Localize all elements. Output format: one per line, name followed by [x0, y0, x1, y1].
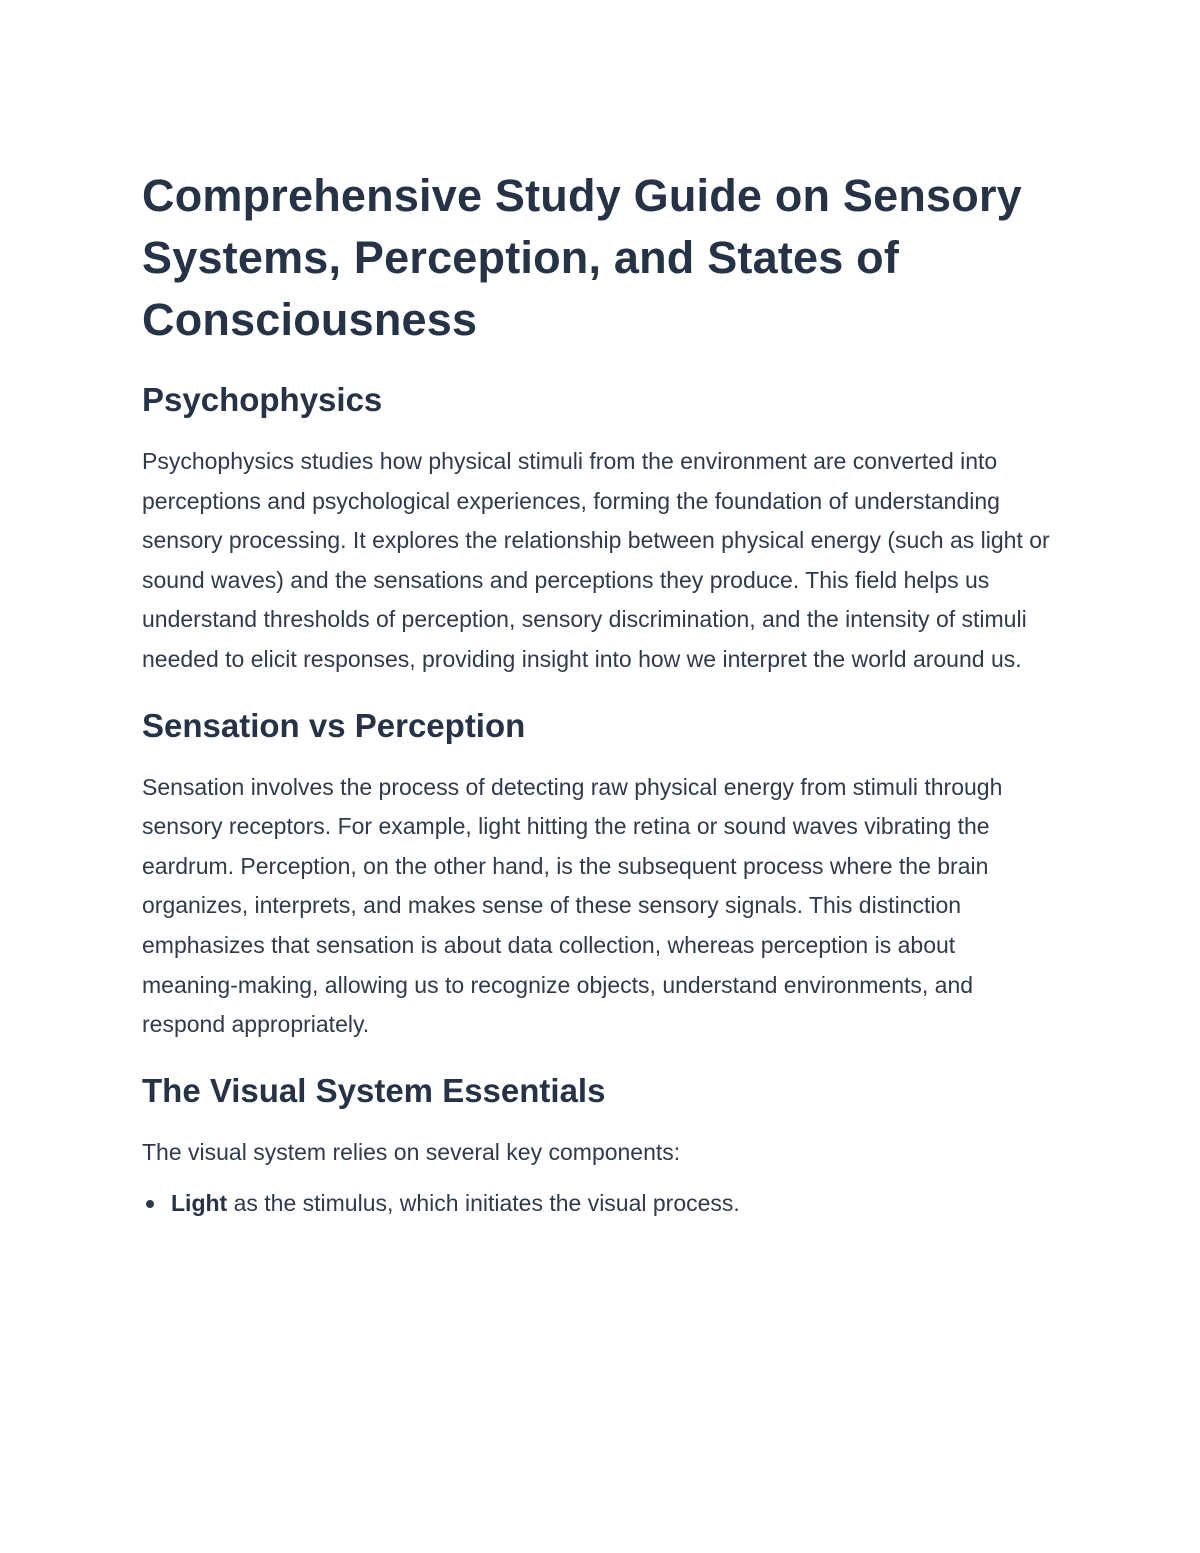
- list-item-bold-term: Light: [171, 1190, 228, 1217]
- list-item: [142, 1184, 1057, 1224]
- section-paragraph: Sensation involves the process of detecting raw physical energy from stimuli through sensory receptors. For example, light hitting the retina or sound waves vibrating the eardrum. Perception, on the other hand, is the subsequent process where the brain organizes, interprets, and makes sense of these sensory signals. This distinction emphasizes that sensation is about data collection, whereas perception is about meaning-making, allowing us to recognize objects, understand environments, and respond appropriately.: [142, 773, 1003, 1038]
- section-visual-system-essentials: [142, 1069, 1057, 1224]
- section-paragraph: Psychophysics studies how physical stimuli from the environment are converted into perceptions and psychological experiences, forming the foundation of understanding sensory processing. It explores the relationship between physical energy (such as light or sound waves) and the sensations and perceptions they produce. This field helps us understand thresholds of perception, sensory discrimination, and the intensity of stimuli needed to elicit responses, providing insight into how we interpret the world around us.: [142, 448, 1050, 672]
- section-sensation-vs-perception: [142, 704, 1057, 1045]
- document-page: [142, 165, 1057, 1224]
- section-psychophysics: [142, 378, 1057, 680]
- bullet-icon: [146, 1200, 154, 1208]
- section-heading: The Visual System Essentials: [142, 1071, 606, 1109]
- section-heading: Sensation vs Perception: [142, 706, 526, 744]
- section-heading: Psychophysics: [142, 381, 383, 418]
- section-paragraph: The visual system relies on several key components:: [142, 1138, 681, 1165]
- document-title: Comprehensive Study Guide on Sensory Systems, Perception, and States of Consciousness: [142, 170, 1022, 345]
- list-item-text: as the stimulus, which initiates the visual process.: [227, 1190, 740, 1217]
- bullet-list: [142, 1184, 1057, 1224]
